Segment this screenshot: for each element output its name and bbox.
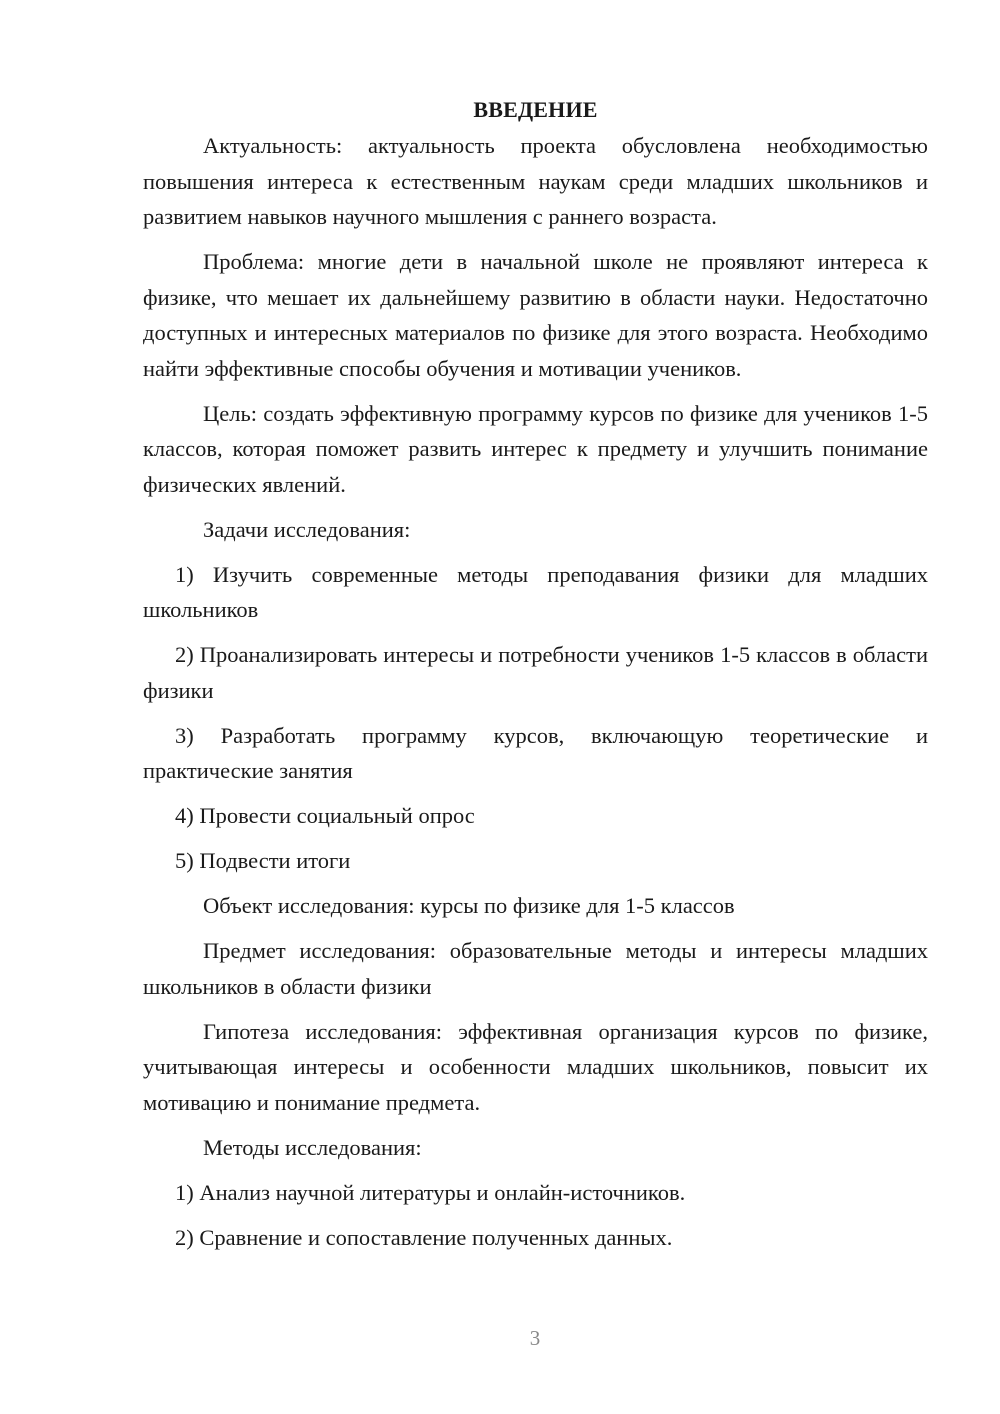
- section-title: ВВЕДЕНИЕ: [473, 97, 598, 122]
- task-item-1: 1) Изучить современные методы преподавания физики для младших школьников: [143, 561, 928, 622]
- paragraph-hypothesis: Гипотеза исследования: эффективная организация курсов по физике, учитывающая интересы и особенности младших школьников, повысит их мотивацию и понимание предмета.: [143, 1018, 928, 1115]
- task-item-4: 4) Провести социальный опрос: [175, 803, 475, 828]
- paragraph-tasks-heading: Задачи исследования:: [203, 516, 411, 542]
- method-item-2: 2) Сравнение и сопоставление полученных данных.: [175, 1224, 673, 1250]
- paragraph-object: Объект исследования: курсы по физике для 1-5 классов: [203, 893, 735, 918]
- paragraph-problem: Проблема: многие дети в начальной школе не проявляют интереса к физике, что мешает их дальнейшему развитию в области науки. Недостаточно доступных и интересных материалов по физике для этого возраста. Необходимо найти эффективные способы обучения и мотивации учеников.: [143, 249, 928, 381]
- document-page: [143, 92, 928, 1255]
- page-number: 3: [529, 1326, 541, 1350]
- paragraph-subject: Предмет исследования: образовательные методы и интересы младших школьников в области физики: [143, 938, 928, 999]
- paragraph-relevance: Актуальность: актуальность проекта обусловлена необходимостью повышения интереса к естественным наукам среди младших школьников и развитием навыков научного мышления с раннего возраста.: [143, 133, 928, 229]
- task-item-3: 3) Разработать программу курсов, включающую теоретические и практические занятия: [143, 722, 928, 783]
- paragraph-methods-heading: Методы исследования:: [203, 1134, 422, 1160]
- method-item-1: 1) Анализ научной литературы и онлайн-источников.: [175, 1179, 686, 1205]
- task-item-5: 5) Подвести итоги: [175, 848, 351, 873]
- task-item-2: 2) Проанализировать интересы и потребности учеников 1-5 классов в области физики: [143, 642, 928, 703]
- paragraph-goal: Цель: создать эффективную программу курсов по физике для учеников 1-5 классов, которая поможет развить интерес к предмету и улучшить понимание физических явлений.: [143, 400, 928, 497]
